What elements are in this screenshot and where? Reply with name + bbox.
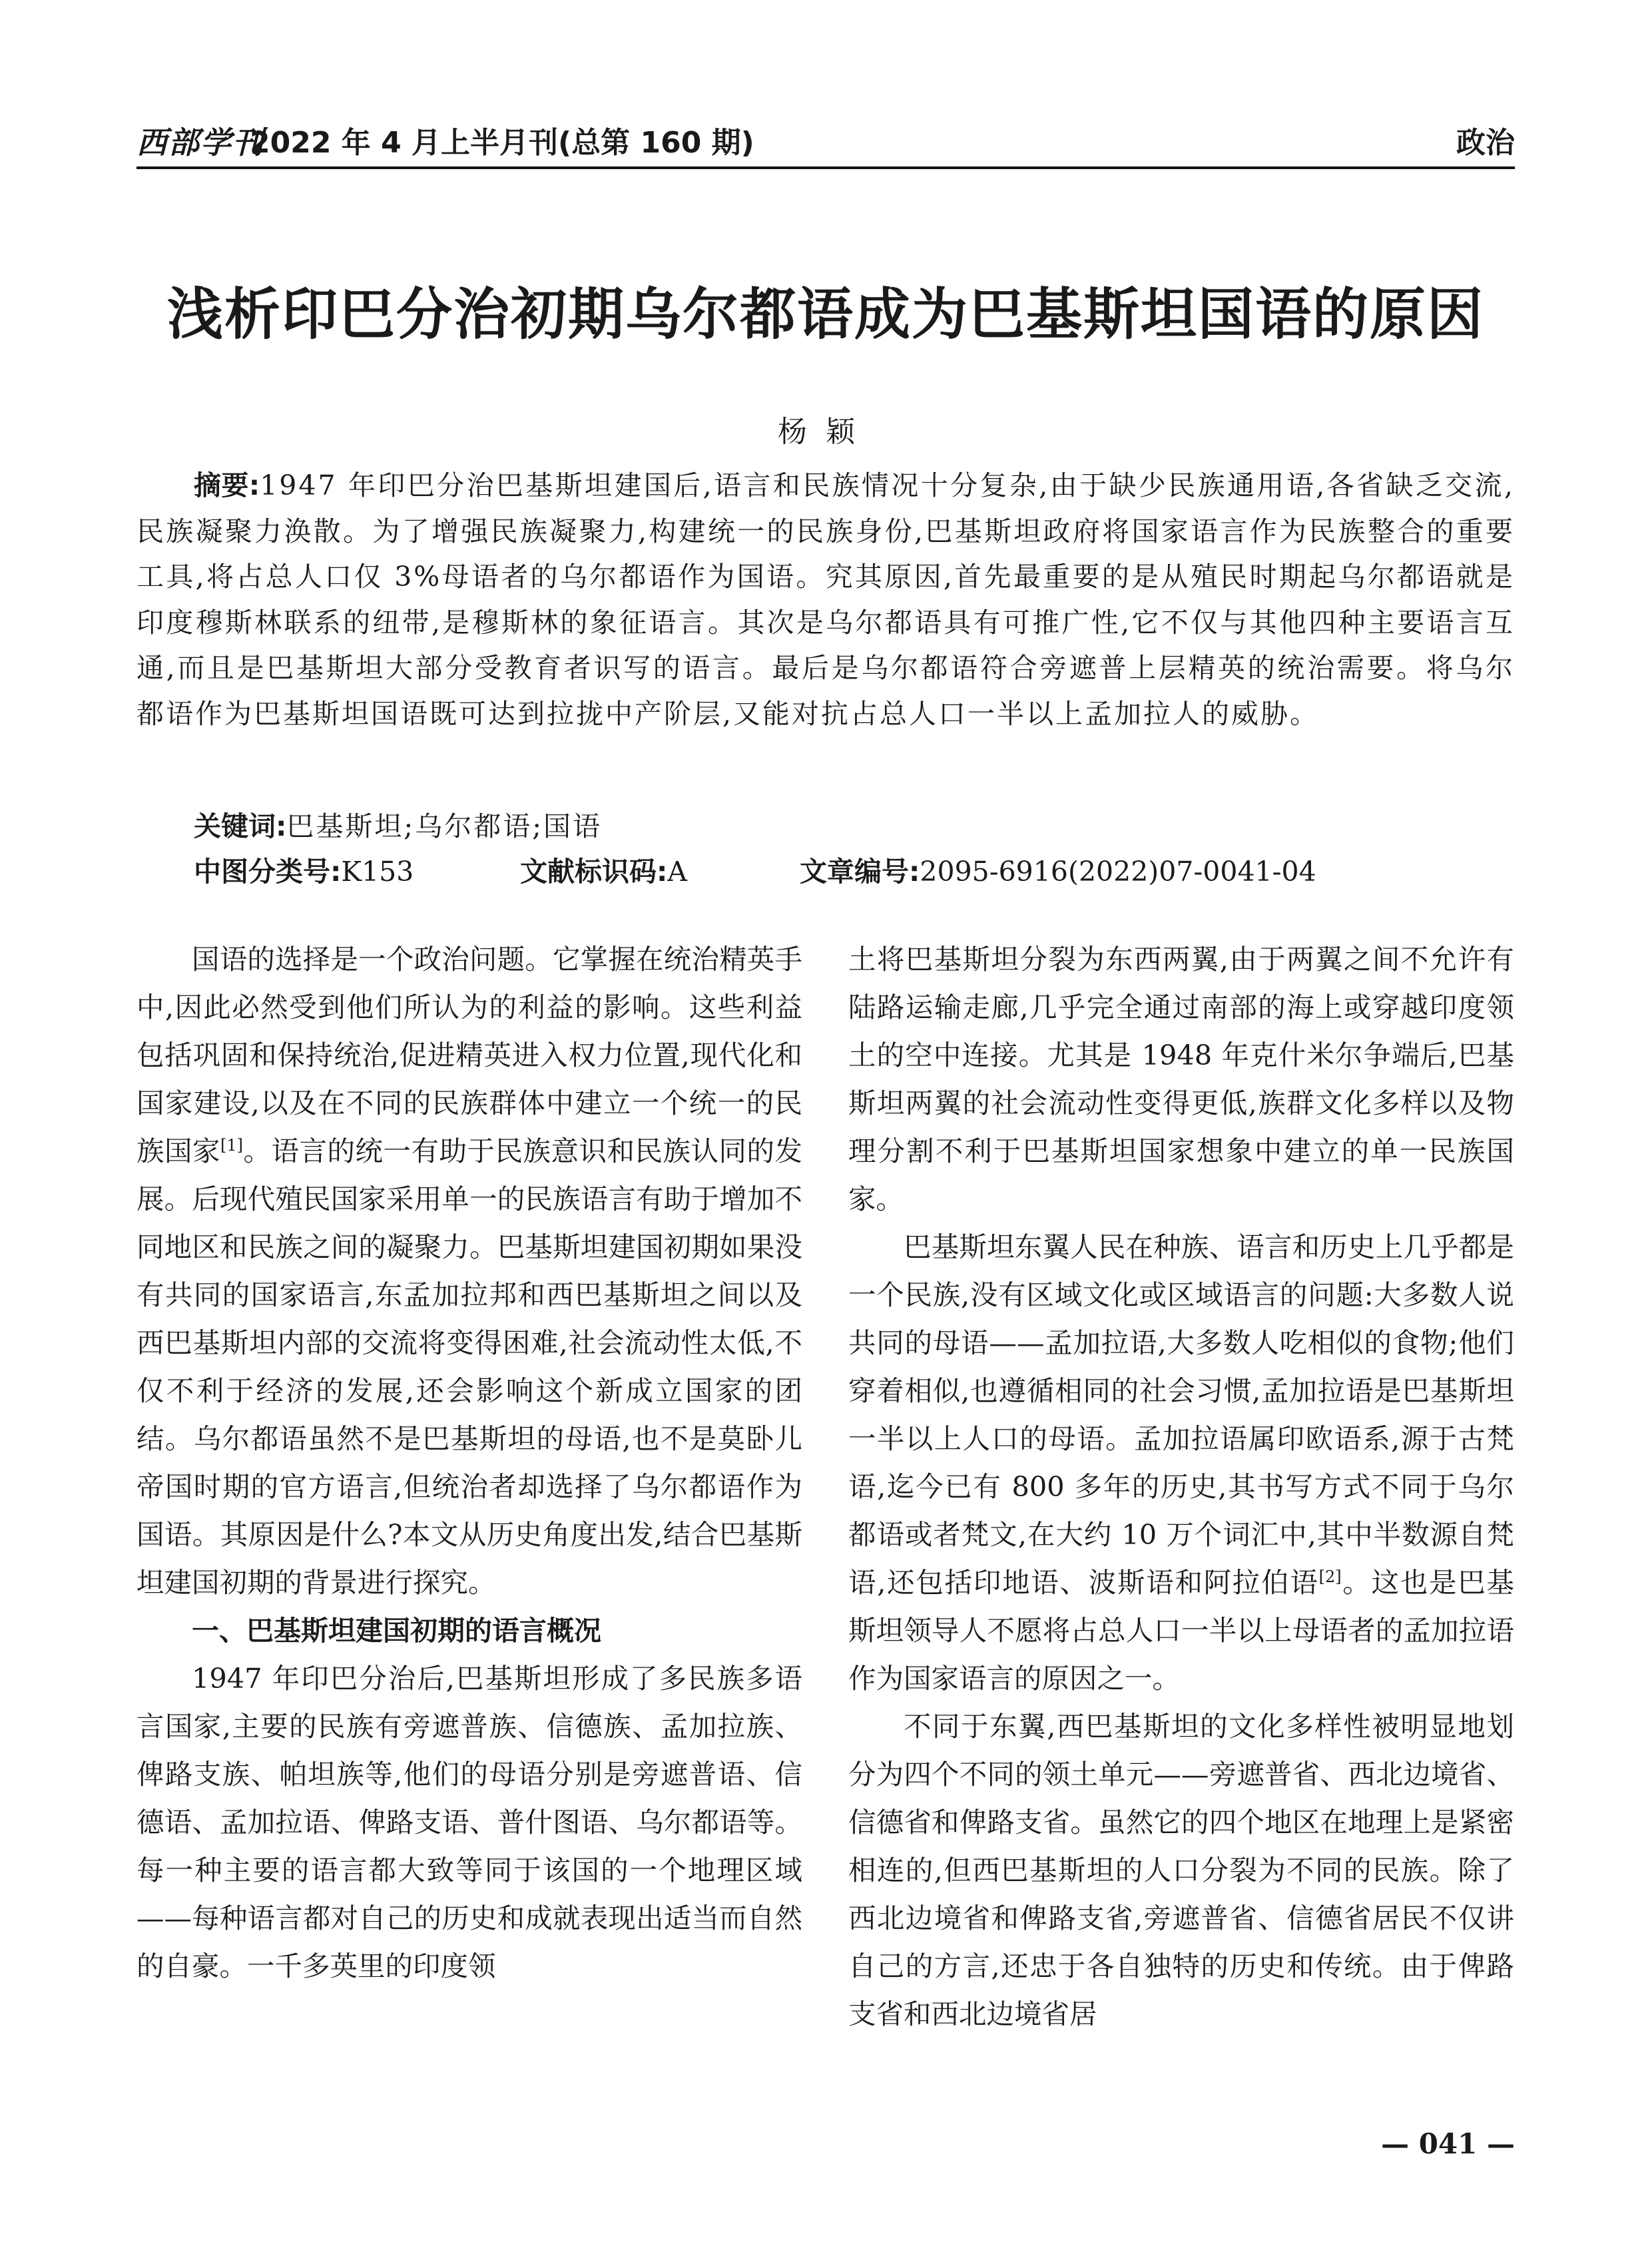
paragraph-text: 。这也是巴基斯坦领导人不愿将占总人口一半以上母语者的孟加拉语作为国家语言的原因之一。 (848, 1566, 1514, 1695)
abstract-label: 摘要: (194, 469, 260, 501)
running-header (137, 113, 1515, 160)
body-column-left (137, 936, 802, 1990)
classification-line (194, 849, 1512, 896)
body-paragraph: 不同于东翼,西巴基斯坦的文化多样性被明显地划分为四个不同的领土单元——旁遮普省、西北边境省、信德省和俾路支省。虽然它的四个地区在地理上是紧密相连的,但西巴基斯坦的人口分裂为不同的民族。除了西北边境省和俾路支省,旁遮普省、信德省居民不仅讲自己的方言,还忠于各自独特的历史和传统。由于俾路支省和西北边境省居 (848, 1710, 1514, 2030)
header-rule (137, 166, 1515, 169)
author-name: 杨颖 (778, 415, 874, 449)
paragraph-text: 巴基斯坦东翼人民在种族、语言和历史上几乎都是一个民族,没有区域文化或区域语言的问题:大多数人说共同的母语——孟加拉语,大多数人吃相似的食物;他们穿着相似,也遵循相同的社会习惯,孟加拉语是巴基斯坦一半以上人口的母语。孟加拉语属印欧语系,源于古梵语,迄今已有 800 多年的历史,其书写方式不同于乌尔都语或者梵文,在大约 10 万个词汇中,其中半数源自梵语,还包括印地语、波斯语和阿拉伯语 (848, 1231, 1514, 1599)
article-number (800, 849, 1316, 895)
body-paragraph-continued: 土将巴基斯坦分裂为东西两翼,由于两翼之间不允许有陆路运输走廊,几乎完全通过南部的海上或穿越印度领土的空中连接。尤其是 1948 年克什米尔争端后,巴基斯坦两翼的社会流动性变得更低,族群文化多样以及物理分割不利于巴基斯坦国家想象中建立的单一民族国家。 (848, 943, 1514, 1215)
section-heading: 一、巴基斯坦建国初期的语言概况 (192, 1615, 601, 1647)
doc-label: 文献标识码: (520, 856, 668, 888)
paragraph-text: 国语的选择是一个政治问题。它掌握在统治精英手中,因此必然受到他们所认为的利益的影响。这些利益包括巩固和保持统治,促进精英进入权力位置,现代化和国家建设,以及在不同的民族群体中建立一个统一的民族国家 (137, 943, 802, 1167)
journal-name: 西部学刊 (137, 125, 264, 160)
keywords (194, 804, 1512, 850)
clc-value: K153 (341, 856, 414, 888)
clc-number (194, 849, 413, 895)
abstract (137, 463, 1515, 736)
body-paragraph: 1947 年印巴分治后,巴基斯坦形成了多民族多语言国家,主要的民族有旁遮普族、信德族、孟加拉族、俾路支族、帕坦族等,他们的母语分别是旁遮普语、信德语、孟加拉语、俾路支语、普什图语、乌尔都语等。每一种主要的语言都大致等同于该国的一个地理区域——每种语言都对自己的历史和成就表现出适当而自然的自豪。一千多英里的印度领 (137, 1662, 802, 1982)
page-number: — 041 — (1381, 2127, 1515, 2160)
body-paragraph (848, 1223, 1514, 1703)
clc-label: 中图分类号: (194, 856, 342, 888)
section-name: 政治 (1456, 126, 1515, 160)
issue-info: 2022 年 4 月上半月刊(总第 160 期) (250, 126, 754, 160)
paragraph-text: 。语言的统一有助于民族意识和民族认同的发展。后现代殖民国家采用单一的民族语言有助于增加不同地区和民族之间的凝聚力。巴基斯坦建国初期如果没有共同的国家语言,东孟加拉邦和西巴基斯坦之间以及西巴基斯坦内部的交流将变得困难,社会流动性太低,不仅不利于经济的发展,还会影响这个新成立国家的团结。乌尔都语虽然不是巴基斯坦的母语,也不是莫卧儿帝国时期的官方语言,但统治者却选择了乌尔都语作为国语。其原因是什么?本文从历史角度出发,结合巴基斯坦建国初期的背景进行探究。 (137, 1135, 802, 1599)
article-label: 文章编号: (800, 856, 920, 888)
citation-ref: [2] (1318, 1567, 1342, 1587)
body-column-right (848, 936, 1514, 2038)
keywords-label: 关键词: (194, 810, 287, 842)
body-paragraph (137, 936, 802, 1607)
keywords-text: 巴基斯坦;乌尔都语;国语 (286, 810, 603, 842)
abstract-text: 1947 年印巴分治巴基斯坦建国后,语言和民族情况十分复杂,由于缺少民族通用语,各省缺乏交流,民族凝聚力涣散。为了增强民族凝聚力,构建统一的民族身份,巴基斯坦政府将国家语言作为民族整合的重要工具,将占总人口仅 3%母语者的乌尔都语作为国语。究其原因,首先最重要的是从殖民时期起乌尔都语就是印度穆斯林联系的纽带,是穆斯林的象征语言。其次是乌尔都语具有可推广性,它不仅与其他四种主要语言互通,而且是巴基斯坦大部分受教育者识写的语言。最后是乌尔都语符合旁遮普上层精英的统治需要。将乌尔都语作为巴基斯坦国语既可达到拉拢中产阶层,又能对抗占总人口一半以上孟加拉人的威胁。 (137, 469, 1515, 730)
abstract-paragraph (137, 463, 1515, 736)
article-value: 2095-6916(2022)07-0041-04 (920, 856, 1316, 888)
document-code (520, 849, 687, 895)
article-title: 浅析印巴分治初期乌尔都语成为巴基斯坦国语的原因 (166, 281, 1484, 347)
doc-value: A (667, 856, 688, 888)
citation-ref: [1] (220, 1136, 243, 1155)
